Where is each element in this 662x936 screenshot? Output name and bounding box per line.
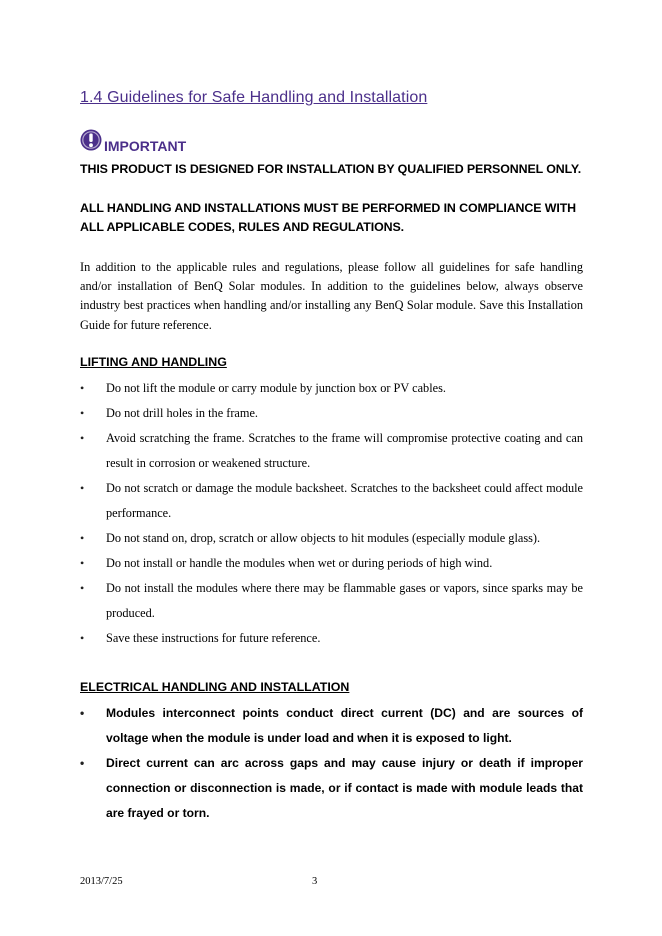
exclamation-circle-icon <box>80 129 102 151</box>
important-label: IMPORTANT <box>104 138 187 154</box>
list-item: • Do not lift the module or carry module by junction box or PV cables. <box>80 376 583 401</box>
list-item: • Save these instructions for future reference. <box>80 626 583 651</box>
list-item: • Do not stand on, drop, scratch or allow objects to hit modules (especially module glass). <box>80 526 583 551</box>
qualified-personnel-warning: THIS PRODUCT IS DESIGNED FOR INSTALLATION BY QUALIFIED PERSONNEL ONLY. <box>80 162 582 176</box>
electrical-section-title: ELECTRICAL HANDLING AND INSTALLATION <box>80 680 350 694</box>
footer-date: 2013/7/25 <box>80 876 123 887</box>
page-number: 3 <box>312 876 318 887</box>
section-heading: 1.4 Guidelines for Safe Handling and Installation <box>80 89 428 106</box>
intro-paragraph: In addition to the applicable rules and regulations, please follow all guidelines for safe handling and/or installation of BenQ Solar modules. In addition to the guidelines below, always observe industry best practices when handling and/or installing any BenQ Solar module. Save this Installation Guide for future reference. <box>80 260 583 332</box>
list-item: • Do not install the modules where there may be flammable gases or vapors, since sparks may be produced. <box>80 576 583 626</box>
list-item: • Modules interconnect points conduct direct current (DC) and are sources of voltage when the module is under load and when it is exposed to light. <box>80 701 583 751</box>
compliance-warning: ALL HANDLING AND INSTALLATIONS MUST BE PERFORMED IN COMPLIANCE WITH ALL APPLICABLE CODES, RULES AND REGULATIONS. <box>80 201 577 234</box>
list-item: • Direct current can arc across gaps and may cause injury or death if improper connection or disconnection is made, or if contact is made with module leads that are frayed or torn. <box>80 751 583 826</box>
lifting-section-title: LIFTING AND HANDLING <box>80 355 227 369</box>
list-item: • Do not scratch or damage the module backsheet. Scratches to the backsheet could affect module performance. <box>80 476 583 526</box>
lifting-list <box>80 376 583 651</box>
list-item: • Do not drill holes in the frame. <box>80 401 583 426</box>
list-item: • Avoid scratching the frame. Scratches to the frame will compromise protective coating and can result in corrosion or weakened structure. <box>80 426 583 476</box>
list-item: • Do not install or handle the modules when wet or during periods of high wind. <box>80 551 583 576</box>
electrical-list <box>80 701 583 826</box>
